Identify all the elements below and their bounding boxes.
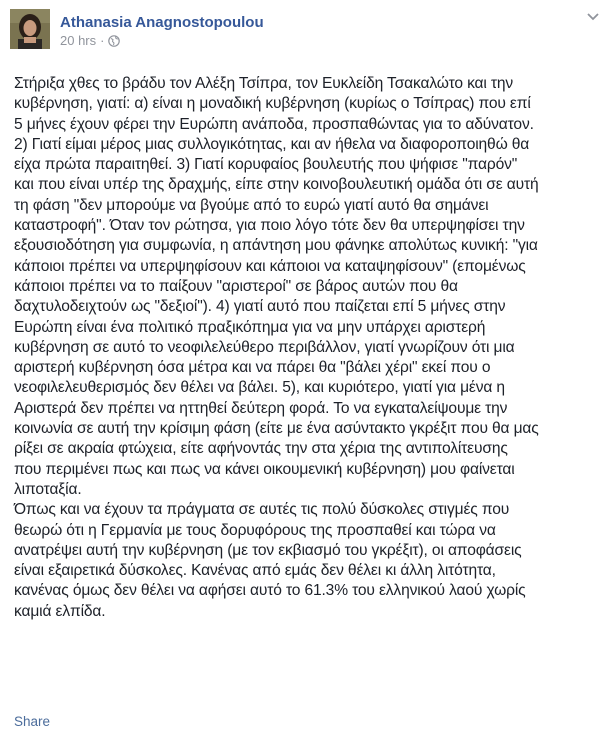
meta-separator: ·	[100, 33, 105, 48]
globe-icon[interactable]	[108, 35, 120, 47]
author-name[interactable]: Athanasia Anagnostopoulou	[60, 14, 264, 31]
post-body-text: Στήριξα χθες το βράδυ τον Αλέξη Τσίπρα, τον Ευκλείδη Τσακαλώτο και την κυβέρνηση, γιατί: α) είναι η μοναδική κυβέρνηση (κυρίως ο Τσίπρας) που επί 5 μήνες έχουν φέρει την Ευρώπη ανάποδα, προσπαθώντας για το αδύνατον. 2) Γιατί είμαι μέρος μιας συλλογικότητας, και αν ήθελα να διαφοροποιηθώ θα είχα πρώτα παραιτηθεί. 3) Γιατί κορυφαίος βουλευτής που ψήφισε "παρόν" και που είναι υπέρ της δραχμής, είπε στην κοινοβουλευτική ομάδα ότι σε αυτή τη φάση "δεν μπορούμε να βγούμε από το ευρώ γιατί αυτό θα σημάνει καταστροφή". Όταν τον ρώτησα, για ποιο λόγο τότε δεν θα υπερψηφίσει την εξουσιοδότηση για συμφωνία, η απάντηση μου φάνηκε απολύτως κυνική: "για κάποιοι πρέπει να υπερψηφίσουν και κάποιοι να καταψηφίσουν" (επομένως κάποιοι πρέπει να το παίξουν "αριστεροί" σε βάρος αυτών που θα δαχτυλοδειχτούν ως "δεξιοί"). 4) γιατί αυτό που παίζεται επί 5 μήνες στην Ευρώπη είναι ένα πολιτικό πραξικόπημα για να μην υπάρχει αριστερή κυβέρνηση σε αυτό το νεοφιλελεύθερο περιβάλλον, γιατί γνωρίζουν ότι μια αριστερή κυβέρνηση όσα μέτρα και να πάρει θα "βάλει χέρι" εκεί που ο νεοφιλελευθερισμός δεν θέλει να βάλει. 5), και κυριότερο, γιατί για μένα η Αριστερά δεν πρέπει να ηττηθεί δεύτερη φορά. Το να εγκαταλείψουμε την κοινωνία σε αυτή την κρίσιμη φάση (είτε με ένα ασύντακτο γκρέξιτ που θα μας ρίξει σε ακραία φτώχεια, είτε αφήνοντάς την στα χέρια της αντιπολίτευσης που περιμένει πως και πως να κάνει οικουμενική κυβέρνηση) μου φαίνεται λιποταξία. Όπως και να έχουν τα πράγματα σε αυτές τις πολύ δύσκολες στιγμές που θεωρώ ότι η Γερμανία με τους δορυφόρους της προσπαθεί και τώρα να ανατρέψει αυτή την κυβέρνηση (με τον εκβιασμό του γκρέξιτ), οι αποφάσεις είναι εξαιρετικά δύσκολες. Κανένας από εμάς δεν θέλει κι άλλη λιτότητα, κανένας όμως δεν θέλει να αφήσει αυτό το 61.3% του ελληνικού λαού χωρίς καμιά ελπίδα.	[14, 75, 539, 620]
post-meta	[60, 9, 264, 49]
share-link[interactable]: Share	[14, 714, 51, 729]
post-header	[10, 9, 264, 49]
post-subline	[60, 33, 264, 48]
avatar-photo	[10, 9, 50, 49]
avatar[interactable]	[10, 9, 50, 49]
chevron-down-icon[interactable]	[584, 10, 602, 24]
post-timestamp[interactable]: 20 hrs	[60, 33, 97, 48]
